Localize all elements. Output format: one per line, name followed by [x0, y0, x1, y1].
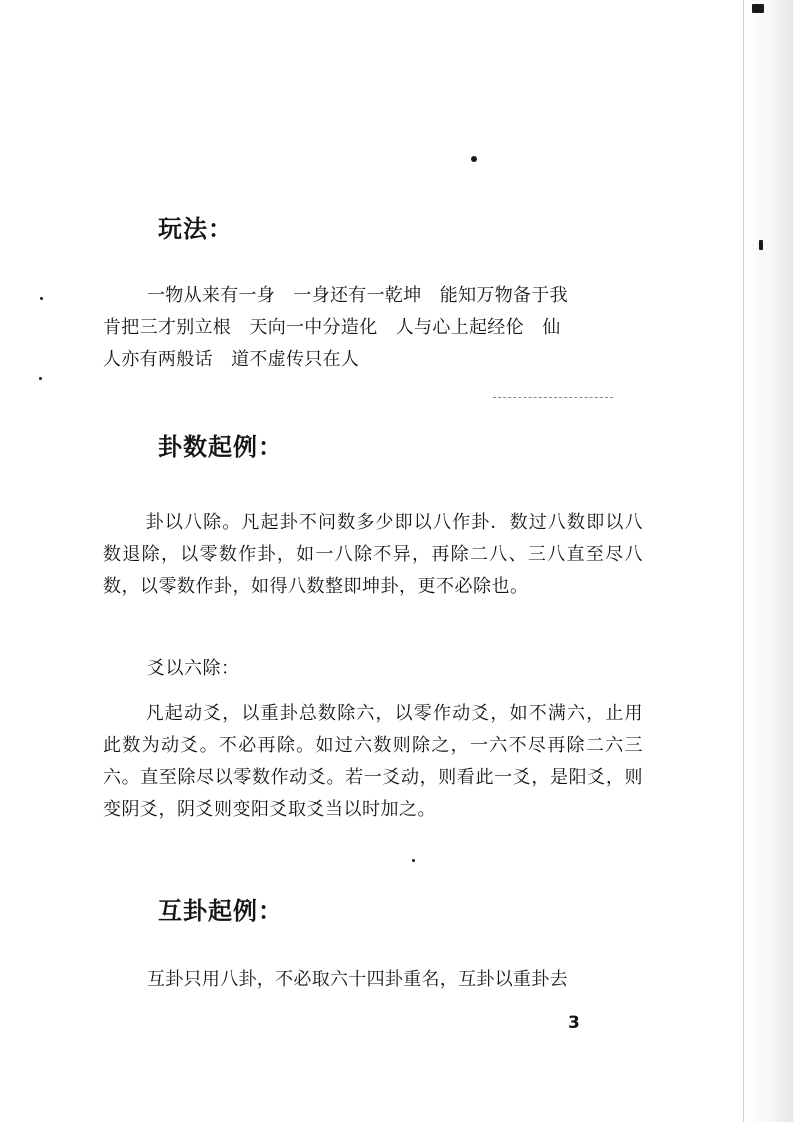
- ink-speck: [39, 377, 42, 380]
- page-number: 3: [568, 1013, 580, 1033]
- guashu-paragraph-2: [103, 698, 643, 826]
- hugua-paragraph-1: 互卦只用八卦，不必取六十四卦重名，互卦以重卦去: [147, 969, 568, 990]
- yao-subheading: 爻以六除：: [147, 658, 240, 679]
- poem-line-2: 肯把三才别立根 天向一中分造化 人与心上起经伦 仙: [103, 317, 561, 338]
- poem-line-1: 一物从来有一身 一身还有一乾坤 能知万物备于我: [147, 285, 568, 306]
- ink-speck: [471, 156, 477, 162]
- separator-dash: [493, 397, 613, 398]
- section-title-hugua: 互卦起例：: [158, 897, 283, 925]
- corner-ink-mark: [752, 4, 764, 13]
- poem-line-3: 人亦有两般话 道不虚传只在人: [103, 349, 360, 370]
- guashu-paragraph-1: [103, 507, 643, 603]
- section-title-wanfa: 玩法：: [158, 215, 233, 243]
- guashu-paragraph-2-text: 凡起动爻，以重卦总数除六，以零作动爻，如不满六，止用此数为动爻。不必再除。如过六数则除之，一六不尽再除二六三六。直至除尽以零数作动爻。若一爻动，则看此一爻，是阳爻，则变阴爻，阴爻则变阳爻取爻当以时加之。: [103, 703, 643, 820]
- ink-speck: [412, 859, 415, 862]
- section-title-guashu: 卦数起例：: [158, 433, 283, 461]
- ink-speck: [759, 240, 763, 250]
- page-spine-edge: [743, 0, 793, 1122]
- guashu-paragraph-1-text: 卦以八除。凡起卦不问数多少即以八作卦．数过八数即以八数退除，以零数作卦，如一八除不异，再除二八、三八直至尽八数，以零数作卦，如得八数整即坤卦，更不必除也。: [103, 512, 643, 597]
- ink-speck: [40, 297, 43, 300]
